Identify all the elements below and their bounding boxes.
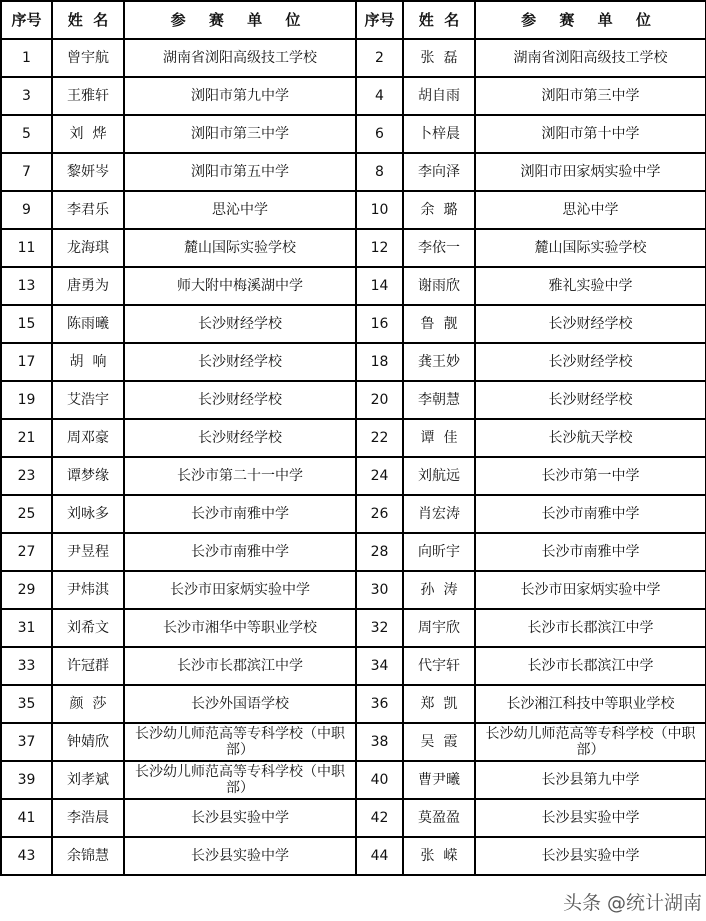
cell-name-right: 李朝慧 <box>403 381 475 419</box>
table-row <box>1 457 706 495</box>
cell-name-right: 谢雨欣 <box>403 267 475 305</box>
cell-name-left: 龙海琪 <box>52 229 124 267</box>
cell-name-right: 李向泽 <box>403 153 475 191</box>
cell-unit-left: 浏阳市第三中学 <box>124 115 356 153</box>
cell-unit-left: 长沙市第二十一中学 <box>124 457 356 495</box>
table-row <box>1 723 706 761</box>
cell-unit-left: 长沙幼儿师范高等专科学校（中职部） <box>124 723 356 761</box>
cell-name-left: 刘希文 <box>52 609 124 647</box>
cell-unit-left: 浏阳市第九中学 <box>124 77 356 115</box>
cell-no-left: 11 <box>1 229 52 267</box>
table-row <box>1 685 706 723</box>
cell-name-left: 谭梦缘 <box>52 457 124 495</box>
header-unit-right: 参 赛 单 位 <box>475 1 706 39</box>
cell-no-left: 31 <box>1 609 52 647</box>
cell-unit-right: 思沁中学 <box>475 191 706 229</box>
cell-name-left: 唐勇为 <box>52 267 124 305</box>
cell-no-left: 17 <box>1 343 52 381</box>
cell-name-right: 代宇轩 <box>403 647 475 685</box>
cell-name-right: 莫盈盈 <box>403 799 475 837</box>
cell-name-left: 陈雨曦 <box>52 305 124 343</box>
cell-unit-right: 长沙幼儿师范高等专科学校（中职部） <box>475 723 706 761</box>
cell-no-right: 36 <box>356 685 403 723</box>
cell-name-left: 曾宇航 <box>52 39 124 77</box>
cell-name-right: 刘航远 <box>403 457 475 495</box>
cell-name-right: 曹尹曦 <box>403 761 475 799</box>
cell-unit-right: 长沙县第九中学 <box>475 761 706 799</box>
cell-no-left: 37 <box>1 723 52 761</box>
table-row <box>1 609 706 647</box>
cell-no-right: 30 <box>356 571 403 609</box>
cell-unit-left: 长沙财经学校 <box>124 419 356 457</box>
table-row <box>1 115 706 153</box>
header-row <box>1 1 706 39</box>
cell-unit-right: 长沙市南雅中学 <box>475 533 706 571</box>
table-row <box>1 153 706 191</box>
cell-no-left: 41 <box>1 799 52 837</box>
cell-no-left: 21 <box>1 419 52 457</box>
cell-unit-right: 长沙市长郡滨江中学 <box>475 609 706 647</box>
cell-no-left: 39 <box>1 761 52 799</box>
cell-no-left: 27 <box>1 533 52 571</box>
cell-name-right: 肖宏涛 <box>403 495 475 533</box>
cell-unit-left: 师大附中梅溪湖中学 <box>124 267 356 305</box>
cell-name-left: 许冠群 <box>52 647 124 685</box>
cell-no-right: 20 <box>356 381 403 419</box>
cell-no-right: 4 <box>356 77 403 115</box>
cell-unit-right: 浏阳市第十中学 <box>475 115 706 153</box>
cell-name-left: 余锦慧 <box>52 837 124 875</box>
cell-name-left: 胡 响 <box>52 343 124 381</box>
cell-unit-right: 麓山国际实验学校 <box>475 229 706 267</box>
header-unit-left: 参 赛 单 位 <box>124 1 356 39</box>
cell-name-left: 李浩晨 <box>52 799 124 837</box>
table-row <box>1 799 706 837</box>
cell-no-right: 10 <box>356 191 403 229</box>
table-row <box>1 647 706 685</box>
cell-name-right: 吴 霞 <box>403 723 475 761</box>
cell-name-left: 钟婧欣 <box>52 723 124 761</box>
cell-no-right: 44 <box>356 837 403 875</box>
cell-name-left: 周邓豪 <box>52 419 124 457</box>
cell-no-right: 16 <box>356 305 403 343</box>
cell-no-right: 18 <box>356 343 403 381</box>
cell-unit-left: 长沙幼儿师范高等专科学校（中职部） <box>124 761 356 799</box>
cell-name-left: 李君乐 <box>52 191 124 229</box>
table-row <box>1 39 706 77</box>
cell-name-right: 郑 凯 <box>403 685 475 723</box>
cell-name-left: 王雅轩 <box>52 77 124 115</box>
cell-unit-left: 长沙财经学校 <box>124 305 356 343</box>
cell-name-right: 龚王妙 <box>403 343 475 381</box>
cell-no-right: 8 <box>356 153 403 191</box>
cell-unit-right: 长沙市第一中学 <box>475 457 706 495</box>
cell-no-right: 12 <box>356 229 403 267</box>
cell-name-right: 余 璐 <box>403 191 475 229</box>
cell-unit-left: 长沙市湘华中等职业学校 <box>124 609 356 647</box>
cell-name-right: 胡自雨 <box>403 77 475 115</box>
table-row <box>1 761 706 799</box>
cell-no-right: 26 <box>356 495 403 533</box>
cell-no-left: 3 <box>1 77 52 115</box>
cell-no-right: 24 <box>356 457 403 495</box>
cell-no-right: 32 <box>356 609 403 647</box>
cell-name-right: 向昕宇 <box>403 533 475 571</box>
cell-unit-right: 长沙航天学校 <box>475 419 706 457</box>
table-row <box>1 837 706 875</box>
cell-unit-left: 湖南省浏阳高级技工学校 <box>124 39 356 77</box>
cell-no-right: 42 <box>356 799 403 837</box>
cell-no-right: 2 <box>356 39 403 77</box>
cell-unit-right: 浏阳市田家炳实验中学 <box>475 153 706 191</box>
header-name-right: 姓 名 <box>403 1 475 39</box>
cell-unit-right: 长沙湘江科技中等职业学校 <box>475 685 706 723</box>
cell-name-right: 张 磊 <box>403 39 475 77</box>
table-row <box>1 229 706 267</box>
cell-name-right: 张 嵘 <box>403 837 475 875</box>
table-row <box>1 381 706 419</box>
cell-name-left: 颜 莎 <box>52 685 124 723</box>
table-row <box>1 533 706 571</box>
cell-unit-left: 长沙外国语学校 <box>124 685 356 723</box>
cell-no-left: 33 <box>1 647 52 685</box>
watermark: 头条 @统计湖南 <box>562 892 702 914</box>
cell-name-left: 尹炜淇 <box>52 571 124 609</box>
cell-no-left: 9 <box>1 191 52 229</box>
cell-unit-left: 麓山国际实验学校 <box>124 229 356 267</box>
cell-no-left: 7 <box>1 153 52 191</box>
cell-no-left: 15 <box>1 305 52 343</box>
cell-unit-right: 长沙市南雅中学 <box>475 495 706 533</box>
cell-no-left: 13 <box>1 267 52 305</box>
cell-no-right: 40 <box>356 761 403 799</box>
cell-unit-left: 长沙市南雅中学 <box>124 495 356 533</box>
cell-unit-right: 雅礼实验中学 <box>475 267 706 305</box>
header-name-left: 姓 名 <box>52 1 124 39</box>
cell-no-right: 38 <box>356 723 403 761</box>
cell-unit-right: 长沙财经学校 <box>475 305 706 343</box>
cell-no-left: 35 <box>1 685 52 723</box>
cell-unit-right: 长沙县实验中学 <box>475 799 706 837</box>
table-row <box>1 495 706 533</box>
cell-name-right: 谭 佳 <box>403 419 475 457</box>
cell-unit-left: 长沙市长郡滨江中学 <box>124 647 356 685</box>
cell-unit-right: 长沙县实验中学 <box>475 837 706 875</box>
cell-unit-left: 长沙市南雅中学 <box>124 533 356 571</box>
cell-name-left: 刘咏多 <box>52 495 124 533</box>
cell-no-left: 23 <box>1 457 52 495</box>
cell-name-left: 刘 烨 <box>52 115 124 153</box>
cell-no-left: 43 <box>1 837 52 875</box>
cell-no-right: 34 <box>356 647 403 685</box>
cell-name-left: 艾浩宇 <box>52 381 124 419</box>
cell-unit-left: 浏阳市第五中学 <box>124 153 356 191</box>
cell-no-right: 6 <box>356 115 403 153</box>
cell-unit-right: 湖南省浏阳高级技工学校 <box>475 39 706 77</box>
table-row <box>1 305 706 343</box>
roster-body <box>1 39 706 875</box>
cell-unit-left: 长沙县实验中学 <box>124 837 356 875</box>
cell-name-right: 孙 涛 <box>403 571 475 609</box>
cell-no-left: 29 <box>1 571 52 609</box>
cell-unit-left: 长沙县实验中学 <box>124 799 356 837</box>
cell-no-right: 28 <box>356 533 403 571</box>
cell-unit-left: 思沁中学 <box>124 191 356 229</box>
cell-name-right: 鲁 靓 <box>403 305 475 343</box>
cell-name-right: 李依一 <box>403 229 475 267</box>
table-row <box>1 343 706 381</box>
table-row <box>1 191 706 229</box>
cell-unit-right: 浏阳市第三中学 <box>475 77 706 115</box>
table-row <box>1 419 706 457</box>
cell-no-left: 19 <box>1 381 52 419</box>
cell-no-right: 22 <box>356 419 403 457</box>
cell-no-left: 1 <box>1 39 52 77</box>
cell-no-right: 14 <box>356 267 403 305</box>
header-no-left: 序号 <box>1 1 52 39</box>
cell-unit-left: 长沙财经学校 <box>124 381 356 419</box>
table-row <box>1 267 706 305</box>
cell-name-right: 周宇欣 <box>403 609 475 647</box>
cell-unit-left: 长沙市田家炳实验中学 <box>124 571 356 609</box>
table-row <box>1 77 706 115</box>
cell-unit-right: 长沙财经学校 <box>475 381 706 419</box>
cell-name-left: 尹昱程 <box>52 533 124 571</box>
cell-unit-right: 长沙市田家炳实验中学 <box>475 571 706 609</box>
cell-unit-left: 长沙财经学校 <box>124 343 356 381</box>
cell-name-left: 刘孝斌 <box>52 761 124 799</box>
cell-no-left: 25 <box>1 495 52 533</box>
cell-unit-right: 长沙财经学校 <box>475 343 706 381</box>
cell-name-right: 卜梓晨 <box>403 115 475 153</box>
cell-no-left: 5 <box>1 115 52 153</box>
cell-name-left: 黎妍岑 <box>52 153 124 191</box>
header-no-right: 序号 <box>356 1 403 39</box>
table-row <box>1 571 706 609</box>
cell-unit-right: 长沙市长郡滨江中学 <box>475 647 706 685</box>
